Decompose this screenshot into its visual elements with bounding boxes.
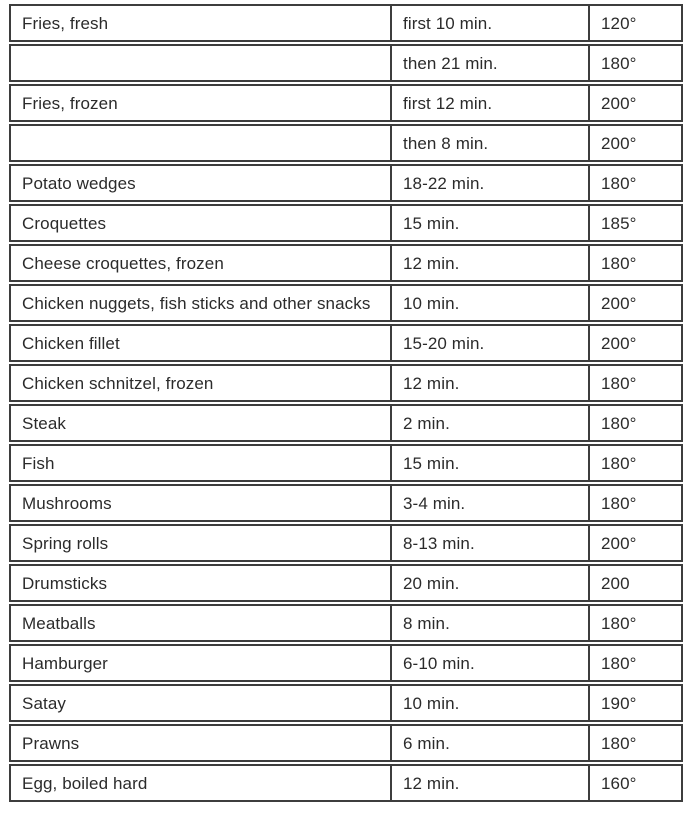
food-cell: Drumsticks [22,573,108,593]
food-cell: Satay [22,693,66,713]
table-row [9,444,683,482]
table-row [9,164,683,202]
food-cell [11,46,390,80]
table-row [9,404,683,442]
time-cell: 18-22 min. [390,166,588,200]
food-cell: Chicken schnitzel, frozen [22,373,214,393]
temperature-cell: 200° [588,86,681,120]
time-cell: first 10 min. [390,6,588,40]
time-cell: 12 min. [390,766,588,800]
temperature-cell: 180° [588,166,681,200]
temperature-cell: 120° [588,6,681,40]
table-row [9,244,683,282]
table-row [9,284,683,322]
time-cell: 15-20 min. [390,326,588,360]
temperature-cell: 200 [588,566,681,600]
temperature-cell: 180° [588,726,681,760]
table-row [9,4,683,42]
food-cell: Spring rolls [22,533,109,553]
temperature-cell: 200° [588,126,681,160]
temperature-cell: 160° [588,766,681,800]
table-row [9,44,683,82]
time-cell: 2 min. [390,406,588,440]
temperature-cell: 190° [588,686,681,720]
table-row [9,644,683,682]
table-row [9,724,683,762]
time-cell: 8-13 min. [390,526,588,560]
table-row [9,764,683,802]
food-cell: Prawns [22,733,80,753]
temperature-cell: 200° [588,526,681,560]
temperature-cell: 180° [588,486,681,520]
time-cell: 12 min. [390,366,588,400]
food-cell: Chicken nuggets, fish sticks and other snacks [22,293,371,313]
table-row [9,124,683,162]
food-cell: Cheese croquettes, frozen [22,253,224,273]
time-cell: 6-10 min. [390,646,588,680]
time-cell: 10 min. [390,686,588,720]
temperature-cell: 200° [588,286,681,320]
temperature-cell: 180° [588,446,681,480]
table-row [9,364,683,402]
time-cell: 20 min. [390,566,588,600]
cooking-table [9,4,683,804]
table-row [9,524,683,562]
table-row [9,484,683,522]
table-row [9,684,683,722]
temperature-cell: 180° [588,46,681,80]
time-cell: first 12 min. [390,86,588,120]
table-row [9,204,683,242]
food-cell: Fish [22,453,55,473]
food-cell: Hamburger [22,653,108,673]
food-cell: Fries, frozen [22,93,118,113]
time-cell: 3-4 min. [390,486,588,520]
temperature-cell: 200° [588,326,681,360]
temperature-cell: 185° [588,206,681,240]
food-cell: Egg, boiled hard [22,773,148,793]
food-cell: Meatballs [22,613,96,633]
table-row [9,324,683,362]
temperature-cell: 180° [588,606,681,640]
time-cell: then 8 min. [390,126,588,160]
table-row [9,84,683,122]
food-cell: Potato wedges [22,173,136,193]
food-cell [11,126,390,160]
temperature-cell: 180° [588,246,681,280]
time-cell: then 21 min. [390,46,588,80]
food-cell: Steak [22,413,66,433]
food-cell: Fries, fresh [22,13,109,33]
time-cell: 10 min. [390,286,588,320]
table-row [9,604,683,642]
temperature-cell: 180° [588,366,681,400]
time-cell: 8 min. [390,606,588,640]
time-cell: 15 min. [390,446,588,480]
food-cell: Mushrooms [22,493,112,513]
food-cell: Croquettes [22,213,107,233]
time-cell: 15 min. [390,206,588,240]
temperature-cell: 180° [588,406,681,440]
food-cell: Chicken fillet [22,333,120,353]
time-cell: 12 min. [390,246,588,280]
temperature-cell: 180° [588,646,681,680]
table-row [9,564,683,602]
time-cell: 6 min. [390,726,588,760]
